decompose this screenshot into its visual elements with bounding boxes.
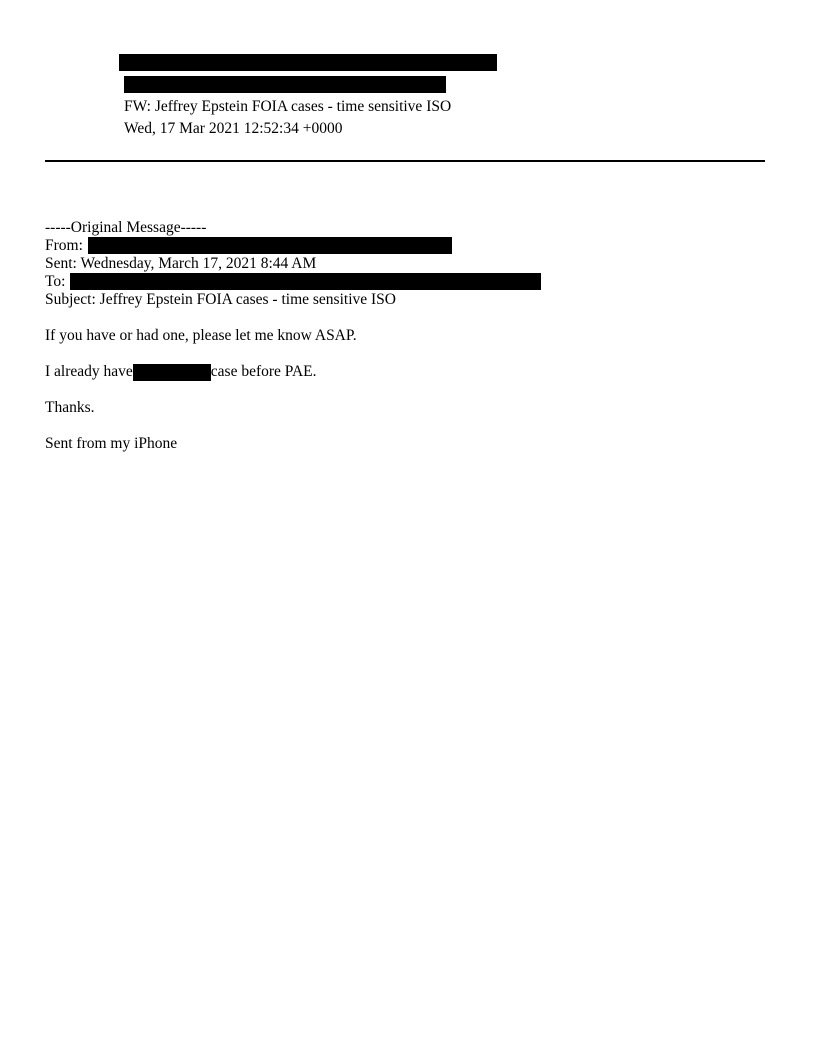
header-date-value: Wed, 17 Mar 2021 12:52:34 +0000 (124, 120, 343, 137)
original-sent-line: Sent: Wednesday, March 17, 2021 8:44 AM (45, 255, 317, 272)
original-from-row (45, 237, 83, 255)
original-to-row (45, 273, 65, 291)
body-case-redaction (133, 364, 211, 381)
original-to-redaction (70, 273, 541, 290)
original-from-redaction (88, 237, 452, 254)
header-subject-value: FW: Jeffrey Epstein FOIA cases - time sensitive ISO (124, 98, 452, 115)
original-from-label: From: (45, 237, 83, 254)
header-divider (45, 160, 765, 162)
original-to-label: To: (45, 273, 66, 290)
body-line-thanks: Thanks. (45, 399, 95, 416)
body-line-case (45, 363, 317, 381)
body-signature: Sent from my iPhone (45, 435, 178, 452)
original-separator: -----Original Message----- (45, 219, 207, 236)
original-subject-line: Subject: Jeffrey Epstein FOIA cases - time sensitive ISO (45, 291, 396, 308)
body-line-case-after: case before PAE. (210, 363, 317, 380)
header-to-redaction (124, 76, 446, 93)
body-line-case-before: I already have (45, 363, 133, 380)
header-from-redaction (119, 54, 497, 71)
body-line-ask: If you have or had one, please let me know ASAP. (45, 327, 357, 344)
